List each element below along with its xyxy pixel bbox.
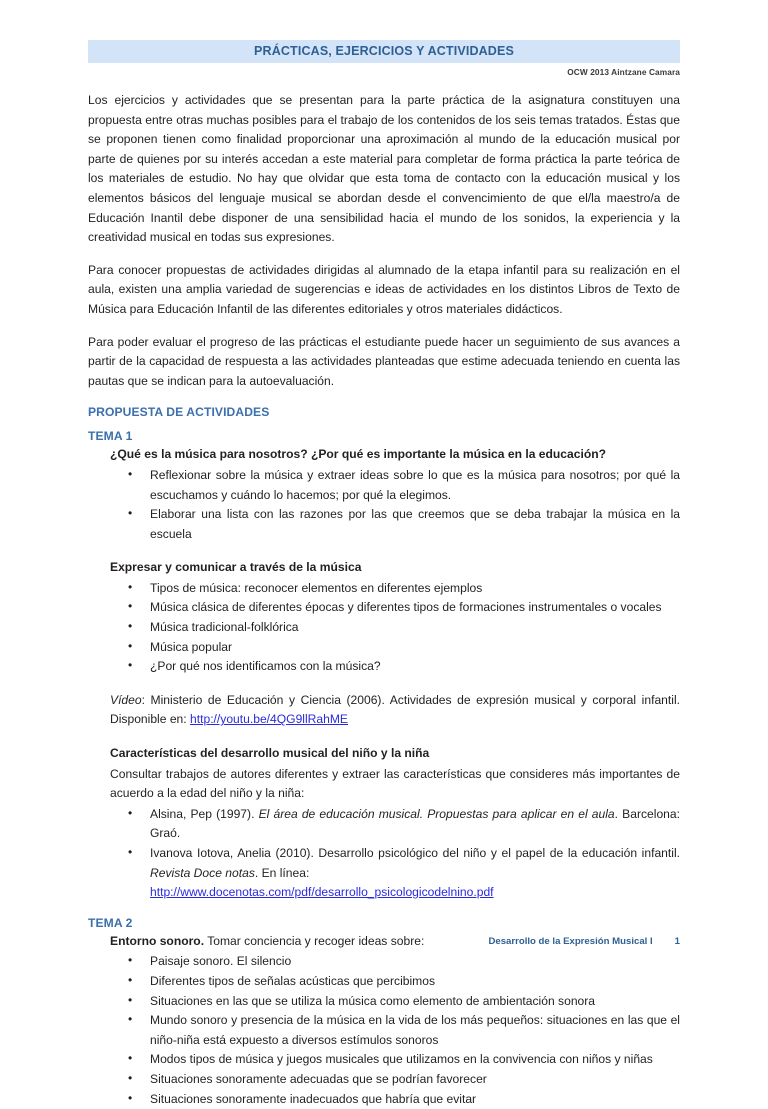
video-label: Vídeo xyxy=(110,692,142,707)
reference-1-post: . Barcelona: Graó. xyxy=(150,806,680,841)
docenotas-link[interactable]: http://www.docenotas.com/pdf/desarrollo_psicologicodelnino.pdf xyxy=(150,885,494,900)
page-footer xyxy=(88,933,680,948)
caracteristicas-references xyxy=(88,805,680,903)
tema-2-bullets xyxy=(88,952,680,1109)
reference-2-journal: Revista Doce notas xyxy=(150,865,255,880)
tema-1-question-heading: ¿Qué es la música para nosotros? ¿Por qué es importante la música en la educación? xyxy=(110,447,606,462)
reference-2-post: . En línea: xyxy=(254,865,310,880)
list-item: • Reflexionar sobre la música y extraer ideas sobre lo que es la música para nosotros; por qué la escuchamos y cuándo lo hacemos; por qué la elegimos. xyxy=(88,466,680,505)
tema-1-question-bullets xyxy=(88,466,680,544)
youtube-link[interactable]: http://youtu.be/4QG9llRahME xyxy=(190,712,348,727)
list-item: • Mundo sonoro y presencia de la música en la vida de los más pequeños: situaciones en las que el niño-niña está expuesto a diversos estímulos sonoros xyxy=(88,1011,680,1050)
list-item xyxy=(88,844,680,903)
caracteristicas-paragraph: Consultar trabajos de autores diferentes y extraer las características que consideres más importantes de acuerdo a la edad del niño y la niña: xyxy=(110,766,680,801)
list-item xyxy=(88,805,680,844)
list-item: • Elaborar una lista con las razones por las que creemos que se deba trabajar la música en la escuela xyxy=(88,505,680,544)
intro-paragraph-2: Para conocer propuestas de actividades dirigidas al alumnado de la etapa infantil para su realización en el aula, existen una amplia variedad de sugerencias e ideas de actividades en los distintos Libros de Texto de Música para Educación Infantil de las diferentes editoriales y otros materiales didácticos. xyxy=(88,262,680,316)
list-item: • Diferentes tipos de señalas acústicas que percibimos xyxy=(88,972,680,992)
intro-paragraph-3: Para poder evaluar el progreso de las prácticas el estudiante puede hacer un seguimiento de sus avances a partir de la capacidad de respuesta a las actividades planteadas que estime adecuada teniendo en cuenta las pautas que se indican para la autoevaluación. xyxy=(88,334,680,388)
list-item: • Música popular xyxy=(88,638,680,658)
entorno-sonoro-label: Entorno sonoro. xyxy=(110,933,205,948)
reference-1-pre: Alsina, Pep (1997). xyxy=(150,806,259,821)
tema-1-label: TEMA 1 xyxy=(88,429,133,444)
page-title-banner: PRÁCTICAS, EJERCICIOS Y ACTIVIDADES xyxy=(88,40,680,63)
entorno-sonoro-rest: Tomar conciencia y recoger ideas sobre: xyxy=(204,933,425,948)
list-item: • Música clásica de diferentes épocas y diferentes tipos de formaciones instrumentales o vocales xyxy=(88,598,680,618)
ocw-credit-line: OCW 2013 Aintzane Camara xyxy=(567,67,680,77)
video-reference xyxy=(110,691,680,730)
video-reference-text: : Ministerio de Educación y Ciencia (2006). Actividades de expresión musical y corporal infantil. Disponible en: xyxy=(110,692,680,727)
list-item: • Situaciones sonoramente adecuadas que se podrían favorecer xyxy=(88,1070,680,1090)
tema-2-label: TEMA 2 xyxy=(88,915,133,930)
list-item: • ¿Por qué nos identificamos con la música? xyxy=(88,657,680,677)
proposal-heading: PROPUESTA DE ACTIVIDADES xyxy=(88,405,270,420)
expresar-heading: Expresar y comunicar a través de la música xyxy=(110,560,362,575)
intro-paragraph-1: Los ejercicios y actividades que se presentan para la parte práctica de la asignatura constituyen una propuesta entre otras muchas posibles para el trabajo de los contenidos de los seis temas tratados. Éstas que se proponen tienen como finalidad proporcionar una aproximación al mundo de la educación musical por parte de quienes por su interés accedan a este material para completar de forma práctica la parte teórica de los materiales de estudio. No hay que olvidar que esta toma de contacto con la educación musical y los elementos básicos del lenguaje musical se abordan desde el convencimiento de que el/la maestro/a de Educación Inantil debe disponer de una sensibilidad hacia el mundo de los sonidos, la experiencia y la creatividad musical en todas sus expresiones. xyxy=(88,93,680,245)
reference-1-title: El área de educación musical. Propuestas para aplicar en el aula xyxy=(258,806,615,821)
list-item: • Música tradicional-folklórica xyxy=(88,618,680,638)
list-item: • Modos tipos de música y juegos musicales que utilizamos en la convivencia con niños y niñas xyxy=(88,1050,680,1070)
list-item: • Tipos de música: reconocer elementos en diferentes ejemplos xyxy=(88,579,680,599)
expresar-bullets xyxy=(88,579,680,677)
list-item: • Situaciones en las que se utiliza la música como elemento de ambientación sonora xyxy=(88,992,680,1012)
list-item: • Situaciones sonoramente inadecuados que habría que evitar xyxy=(88,1090,680,1109)
caracteristicas-heading: Características del desarrollo musical del niño y la niña xyxy=(110,746,430,761)
reference-2-pre: Ivanova Iotova, Anelia (2010). Desarrollo psicológico del niño y el papel de la educación infantil. xyxy=(150,846,680,860)
footer-course-title: Desarrollo de la Expresión Musical I xyxy=(488,936,653,947)
page-content xyxy=(88,40,680,1109)
list-item: • Paisaje sonoro. El silencio xyxy=(88,952,680,972)
footer-page-number: 1 xyxy=(674,936,680,947)
